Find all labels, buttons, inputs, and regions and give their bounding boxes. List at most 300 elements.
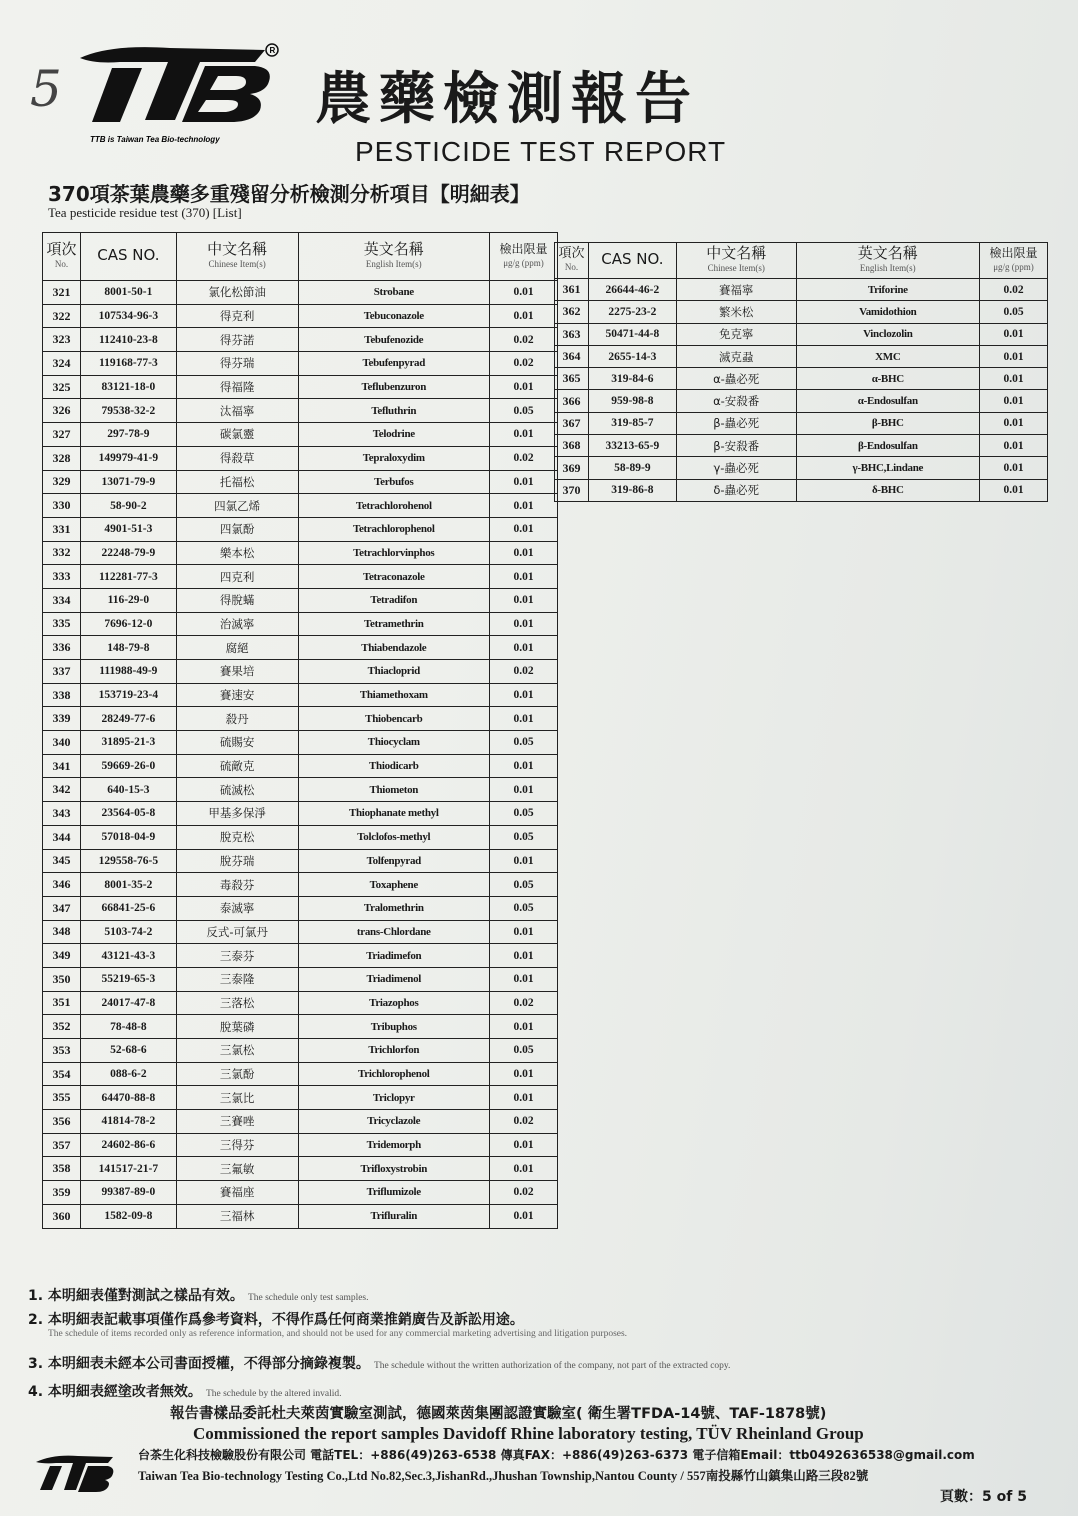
table-row <box>43 660 558 684</box>
detection-limit: 0.02 <box>490 1181 558 1205</box>
note-1: 1. 本明細表僅對測試之樣品有效。 The schedule only test samples. <box>28 1288 369 1304</box>
english-name: Tricyclazole <box>298 1110 490 1134</box>
english-name: δ-BHC <box>796 479 979 501</box>
cas-number: 297-78-9 <box>80 423 176 447</box>
item-number: 322 <box>43 304 81 328</box>
chinese-name: 三福林 <box>176 1204 298 1228</box>
chinese-name: 繁米松 <box>676 301 796 323</box>
item-number: 356 <box>43 1110 81 1134</box>
english-name: Teflubenzuron <box>298 375 490 399</box>
cas-number: 7696-12-0 <box>80 612 176 636</box>
table-header-row <box>555 243 1048 279</box>
item-number: 346 <box>43 873 81 897</box>
col-cas: CAS NO. <box>588 243 676 279</box>
item-number: 331 <box>43 517 81 541</box>
detection-limit: 0.01 <box>980 390 1048 412</box>
chinese-name: 四克利 <box>176 565 298 589</box>
chinese-name: 脫芬瑞 <box>176 849 298 873</box>
item-number: 368 <box>555 435 589 457</box>
note-2-en: The schedule of items recorded only as reference information, and should not be used for any commercial marketing advertising and litigation purposes. <box>48 1329 628 1339</box>
detection-limit: 0.05 <box>490 399 558 423</box>
table-row <box>43 707 558 731</box>
footer-logo <box>28 1452 118 1497</box>
table-row <box>43 352 558 376</box>
table-row <box>43 849 558 873</box>
chinese-name: 托福松 <box>176 470 298 494</box>
col-cn-name: 中文名稱 Chinese Item(s) <box>176 233 298 281</box>
chinese-name: 硫賜安 <box>176 731 298 755</box>
cas-number: 119168-77-3 <box>80 352 176 376</box>
item-number: 357 <box>43 1133 81 1157</box>
chinese-name: 得芬瑞 <box>176 352 298 376</box>
item-number: 365 <box>555 368 589 390</box>
item-number: 343 <box>43 802 81 826</box>
item-number: 332 <box>43 541 81 565</box>
item-number: 333 <box>43 565 81 589</box>
cas-number: 66841-25-6 <box>80 896 176 920</box>
chinese-name: 殺丹 <box>176 707 298 731</box>
english-name: Tebufenozide <box>298 328 490 352</box>
table-row <box>43 281 558 305</box>
detection-limit: 0.01 <box>980 323 1048 345</box>
detection-limit: 0.01 <box>490 1133 558 1157</box>
col-limit: 檢出限量 μg/g (ppm) <box>980 243 1048 279</box>
english-name: Triadimenol <box>298 967 490 991</box>
detection-limit: 0.01 <box>490 517 558 541</box>
english-name: Triadimefon <box>298 944 490 968</box>
cas-number: 153719-23-4 <box>80 683 176 707</box>
item-number: 341 <box>43 754 81 778</box>
item-number: 328 <box>43 446 81 470</box>
item-number: 358 <box>43 1157 81 1181</box>
table-row <box>43 1204 558 1228</box>
chinese-name: 三泰隆 <box>176 967 298 991</box>
english-name: Tebuconazole <box>298 304 490 328</box>
cas-number: 28249-77-6 <box>80 707 176 731</box>
item-number: 348 <box>43 920 81 944</box>
cas-number: 8001-50-1 <box>80 281 176 305</box>
table-row <box>555 279 1048 301</box>
english-name: Tepraloxydim <box>298 446 490 470</box>
english-name: Tolclofos-methyl <box>298 825 490 849</box>
table-row <box>43 944 558 968</box>
table-row <box>43 754 558 778</box>
table-row <box>555 323 1048 345</box>
cas-number: 319-86-8 <box>588 479 676 501</box>
item-number: 349 <box>43 944 81 968</box>
table-row <box>43 612 558 636</box>
item-number: 325 <box>43 375 81 399</box>
item-number: 366 <box>555 390 589 412</box>
english-name: Strobane <box>298 281 490 305</box>
english-name: Thiobencarb <box>298 707 490 731</box>
english-name: Triazophos <box>298 991 490 1015</box>
chinese-name: 三落松 <box>176 991 298 1015</box>
table-row <box>43 446 558 470</box>
chinese-name: 三氯比 <box>176 1086 298 1110</box>
item-number: 364 <box>555 345 589 367</box>
english-name: Thiocyclam <box>298 731 490 755</box>
table-row <box>43 588 558 612</box>
detection-limit: 0.01 <box>490 1204 558 1228</box>
detection-limit: 0.01 <box>490 304 558 328</box>
english-name: Triclopyr <box>298 1086 490 1110</box>
item-number: 323 <box>43 328 81 352</box>
table-row <box>43 991 558 1015</box>
company-address-en: Taiwan Tea Bio-technology Testing Co.,Ltd No.82,Sec.3,JishanRd.,Jhushan Township,Nantou County / 557南投縣竹山鎮集山路三段82號 <box>138 1469 869 1483</box>
detection-limit: 0.01 <box>980 457 1048 479</box>
table-row <box>555 435 1048 457</box>
report-title-cn: 農藥檢測報告 <box>315 67 699 132</box>
english-name: Thiophanate methyl <box>298 802 490 826</box>
table-row <box>43 1181 558 1205</box>
col-no: 項次 No. <box>43 233 81 281</box>
cas-number: 116-29-0 <box>80 588 176 612</box>
detection-limit: 0.01 <box>490 683 558 707</box>
cas-number: 640-15-3 <box>80 778 176 802</box>
chinese-name: 治滅寧 <box>176 612 298 636</box>
detection-limit: 0.01 <box>980 435 1048 457</box>
cas-number: 83121-18-0 <box>80 375 176 399</box>
table-row <box>43 375 558 399</box>
cas-number: 57018-04-9 <box>80 825 176 849</box>
cas-number: 2275-23-2 <box>588 301 676 323</box>
cas-number: 26644-46-2 <box>588 279 676 301</box>
english-name: Tetradifon <box>298 588 490 612</box>
item-number: 340 <box>43 731 81 755</box>
chinese-name: 碳氯靈 <box>176 423 298 447</box>
table-row <box>43 494 558 518</box>
detection-limit: 0.01 <box>490 565 558 589</box>
detection-limit: 0.02 <box>490 352 558 376</box>
cas-number: 148-79-8 <box>80 636 176 660</box>
item-number: 327 <box>43 423 81 447</box>
table-row <box>43 565 558 589</box>
cas-number: 088-6-2 <box>80 1062 176 1086</box>
cas-number: 112281-77-3 <box>80 565 176 589</box>
cas-number: 319-84-6 <box>588 368 676 390</box>
chinese-name: 得芬諾 <box>176 328 298 352</box>
table-header-row <box>43 233 558 281</box>
cas-number: 31895-21-3 <box>80 731 176 755</box>
chinese-name: 免克寧 <box>676 323 796 345</box>
english-name: α-BHC <box>796 368 979 390</box>
chinese-name: α-安殺番 <box>676 390 796 412</box>
detection-limit: 0.01 <box>980 412 1048 434</box>
cas-number: 13071-79-9 <box>80 470 176 494</box>
handwritten-page-number: 5 <box>30 60 62 118</box>
detection-limit: 0.02 <box>490 991 558 1015</box>
detection-limit: 0.01 <box>980 368 1048 390</box>
detection-limit: 0.01 <box>490 849 558 873</box>
table-row <box>43 731 558 755</box>
col-limit: 檢出限量 μg/g (ppm) <box>490 233 558 281</box>
chinese-name: δ-蟲必死 <box>676 479 796 501</box>
detection-limit: 0.01 <box>980 345 1048 367</box>
detection-limit: 0.01 <box>490 470 558 494</box>
detection-limit: 0.02 <box>490 1110 558 1134</box>
cas-number: 78-48-8 <box>80 1015 176 1039</box>
cas-number: 129558-76-5 <box>80 849 176 873</box>
cas-number: 52-68-6 <box>80 1039 176 1063</box>
item-number: 339 <box>43 707 81 731</box>
cas-number: 24602-86-6 <box>80 1133 176 1157</box>
detection-limit: 0.01 <box>490 612 558 636</box>
table-row <box>43 967 558 991</box>
chinese-name: 腐絕 <box>176 636 298 660</box>
chinese-name: 泰滅寧 <box>176 896 298 920</box>
col-cas: CAS NO. <box>80 233 176 281</box>
col-cn-name: 中文名稱 Chinese Item(s) <box>676 243 796 279</box>
detection-limit: 0.01 <box>490 541 558 565</box>
english-name: Trifluralin <box>298 1204 490 1228</box>
english-name: Toxaphene <box>298 873 490 897</box>
item-number: 337 <box>43 660 81 684</box>
detection-limit: 0.01 <box>490 1157 558 1181</box>
chinese-name: 得脫蟎 <box>176 588 298 612</box>
english-name: Tebufenpyrad <box>298 352 490 376</box>
table-row <box>555 301 1048 323</box>
detection-limit: 0.05 <box>490 873 558 897</box>
logo-mark <box>80 44 278 122</box>
chinese-name: 脫葉磷 <box>176 1015 298 1039</box>
table-row <box>555 345 1048 367</box>
subtitle-cn: 370項茶葉農藥多重殘留分析檢測分析項目【明細表】 <box>48 182 530 206</box>
company-contact-cn: 台茶生化科技檢驗股份有限公司 電話TEL：+886(49)263-6538 傳真FAX：+886(49)263-6373 電子信箱Email：ttb0492636538@gmail.com <box>138 1448 975 1462</box>
table-row <box>555 412 1048 434</box>
english-name: Tralomethrin <box>298 896 490 920</box>
item-number: 355 <box>43 1086 81 1110</box>
detection-limit: 0.01 <box>490 944 558 968</box>
english-name: Trifloxystrobin <box>298 1157 490 1181</box>
item-number: 345 <box>43 849 81 873</box>
chinese-name: 得福隆 <box>176 375 298 399</box>
table-row <box>43 636 558 660</box>
item-number: 334 <box>43 588 81 612</box>
chinese-name: 脫克松 <box>176 825 298 849</box>
table-row <box>43 873 558 897</box>
table-row <box>43 1157 558 1181</box>
english-name: Thiabendazole <box>298 636 490 660</box>
item-number: 352 <box>43 1015 81 1039</box>
chinese-name: β-蟲必死 <box>676 412 796 434</box>
detection-limit: 0.01 <box>490 281 558 305</box>
detection-limit: 0.01 <box>490 423 558 447</box>
chinese-name: 賽福座 <box>176 1181 298 1205</box>
table-row <box>555 457 1048 479</box>
table-row <box>555 390 1048 412</box>
table-row <box>43 802 558 826</box>
english-name: Tetramethrin <box>298 612 490 636</box>
subtitle-en: Tea pesticide residue test (370) [List] <box>48 205 242 220</box>
page-number: 頁數：5 of 5 <box>940 1489 1027 1505</box>
english-name: Terbufos <box>298 470 490 494</box>
note-2: 2. 本明細表記載事項僅作爲參考資料，不得作爲任何商業推銷廣告及訴訟用途。 <box>28 1312 524 1328</box>
item-number: 360 <box>43 1204 81 1228</box>
item-number: 350 <box>43 967 81 991</box>
table-row <box>43 683 558 707</box>
chinese-name: 毒殺芬 <box>176 873 298 897</box>
item-number: 367 <box>555 412 589 434</box>
english-name: Vamidothion <box>796 301 979 323</box>
chinese-name: 三氯松 <box>176 1039 298 1063</box>
item-number: 347 <box>43 896 81 920</box>
chinese-name: 硫敵克 <box>176 754 298 778</box>
table-row <box>43 1133 558 1157</box>
detection-limit: 0.01 <box>490 778 558 802</box>
item-number: 330 <box>43 494 81 518</box>
cas-number: 79538-32-2 <box>80 399 176 423</box>
cas-number: 55219-65-3 <box>80 967 176 991</box>
cas-number: 112410-23-8 <box>80 328 176 352</box>
chinese-name: α-蟲必死 <box>676 368 796 390</box>
ttb-logo <box>50 40 280 150</box>
english-name: β-BHC <box>796 412 979 434</box>
item-number: 362 <box>555 301 589 323</box>
table-row <box>43 517 558 541</box>
english-name: Vinclozolin <box>796 323 979 345</box>
item-number: 336 <box>43 636 81 660</box>
table-row <box>43 1110 558 1134</box>
detection-limit: 0.05 <box>490 896 558 920</box>
cas-number: 141517-21-7 <box>80 1157 176 1181</box>
english-name: Tefluthrin <box>298 399 490 423</box>
table-row <box>43 825 558 849</box>
english-name: α-Endosulfan <box>796 390 979 412</box>
detection-limit: 0.05 <box>490 802 558 826</box>
chinese-name: 賽果培 <box>176 660 298 684</box>
english-name: Tolfenpyrad <box>298 849 490 873</box>
item-number: 363 <box>555 323 589 345</box>
chinese-name: 得殺草 <box>176 446 298 470</box>
english-name: Triforine <box>796 279 979 301</box>
detection-limit: 0.02 <box>980 279 1048 301</box>
detection-limit: 0.01 <box>490 588 558 612</box>
detection-limit: 0.02 <box>490 660 558 684</box>
chinese-name: 三氯酚 <box>176 1062 298 1086</box>
item-number: 361 <box>555 279 589 301</box>
detection-limit: 0.01 <box>490 1015 558 1039</box>
table-row <box>43 304 558 328</box>
chinese-name: γ-蟲必死 <box>676 457 796 479</box>
cas-number: 1582-09-8 <box>80 1204 176 1228</box>
detection-limit: 0.01 <box>490 1086 558 1110</box>
detection-limit: 0.01 <box>490 636 558 660</box>
note-4: 4. 本明細表經塗改者無效。 The schedule by the altered invalid. <box>28 1384 342 1400</box>
detection-limit: 0.05 <box>980 301 1048 323</box>
chinese-name: 三氟敏 <box>176 1157 298 1181</box>
table-row <box>43 1039 558 1063</box>
detection-limit: 0.01 <box>490 707 558 731</box>
item-number: 326 <box>43 399 81 423</box>
english-name: Trichlorfon <box>298 1039 490 1063</box>
item-number: 321 <box>43 281 81 305</box>
svg-text:R: R <box>269 46 276 55</box>
cas-number: 64470-88-8 <box>80 1086 176 1110</box>
english-name: Triflumizole <box>298 1181 490 1205</box>
chinese-name: 氯化松節油 <box>176 281 298 305</box>
table-row <box>43 920 558 944</box>
english-name: Tetrachlorophenol <box>298 517 490 541</box>
chinese-name: 四氯酚 <box>176 517 298 541</box>
item-number: 370 <box>555 479 589 501</box>
table-row <box>43 470 558 494</box>
detection-limit: 0.05 <box>490 1039 558 1063</box>
table-row <box>555 368 1048 390</box>
item-number: 369 <box>555 457 589 479</box>
cas-number: 33213-65-9 <box>588 435 676 457</box>
table-row <box>43 896 558 920</box>
english-name: Tetraconazole <box>298 565 490 589</box>
chinese-name: 滅克蝨 <box>676 345 796 367</box>
cas-number: 41814-78-2 <box>80 1110 176 1134</box>
detection-limit: 0.01 <box>490 920 558 944</box>
table-row <box>43 1015 558 1039</box>
cas-number: 8001-35-2 <box>80 873 176 897</box>
cas-number: 4901-51-3 <box>80 517 176 541</box>
table-row <box>43 423 558 447</box>
english-name: Tetrachlorvinphos <box>298 541 490 565</box>
detection-limit: 0.01 <box>490 967 558 991</box>
item-number: 359 <box>43 1181 81 1205</box>
table-row <box>43 778 558 802</box>
table-row <box>43 399 558 423</box>
table-row <box>43 328 558 352</box>
chinese-name: 硫滅松 <box>176 778 298 802</box>
item-number: 353 <box>43 1039 81 1063</box>
english-name: trans-Chlordane <box>298 920 490 944</box>
note-3: 3. 本明細表未經本公司書面授權，不得部分摘錄複製。 The schedule without the written authorization of the company, not part of the extracted copy. <box>28 1356 731 1372</box>
item-number: 342 <box>43 778 81 802</box>
table-row <box>43 1086 558 1110</box>
cas-number: 319-85-7 <box>588 412 676 434</box>
detection-limit: 0.01 <box>490 375 558 399</box>
item-number: 344 <box>43 825 81 849</box>
english-name: XMC <box>796 345 979 367</box>
cas-number: 43121-43-3 <box>80 944 176 968</box>
table-row <box>555 479 1048 501</box>
english-name: Thiacloprid <box>298 660 490 684</box>
detection-limit: 0.05 <box>490 825 558 849</box>
chinese-name: 三得芬 <box>176 1133 298 1157</box>
chinese-name: β-安殺番 <box>676 435 796 457</box>
commission-statement-en: Commissioned the report samples Davidoff Rhine laboratory testing, TÜV Rheinland Group <box>193 1424 864 1443</box>
english-name: Tetrachlorohenol <box>298 494 490 518</box>
cas-number: 149979-41-9 <box>80 446 176 470</box>
item-number: 335 <box>43 612 81 636</box>
chinese-name: 得克利 <box>176 304 298 328</box>
chinese-name: 賽速安 <box>176 683 298 707</box>
pesticide-table-right <box>554 242 1048 502</box>
detection-limit: 0.01 <box>490 494 558 518</box>
english-name: Telodrine <box>298 423 490 447</box>
item-number: 338 <box>43 683 81 707</box>
chinese-name: 賽福寧 <box>676 279 796 301</box>
detection-limit: 0.01 <box>490 754 558 778</box>
item-number: 351 <box>43 991 81 1015</box>
cas-number: 5103-74-2 <box>80 920 176 944</box>
cas-number: 58-89-9 <box>588 457 676 479</box>
chinese-name: 四氯乙烯 <box>176 494 298 518</box>
english-name: Trichlorophenol <box>298 1062 490 1086</box>
detection-limit: 0.02 <box>490 446 558 470</box>
cas-number: 22248-79-9 <box>80 541 176 565</box>
cas-number: 99387-89-0 <box>80 1181 176 1205</box>
chinese-name: 三賽唑 <box>176 1110 298 1134</box>
detection-limit: 0.01 <box>490 1062 558 1086</box>
detection-limit: 0.01 <box>980 479 1048 501</box>
english-name: β-Endosulfan <box>796 435 979 457</box>
